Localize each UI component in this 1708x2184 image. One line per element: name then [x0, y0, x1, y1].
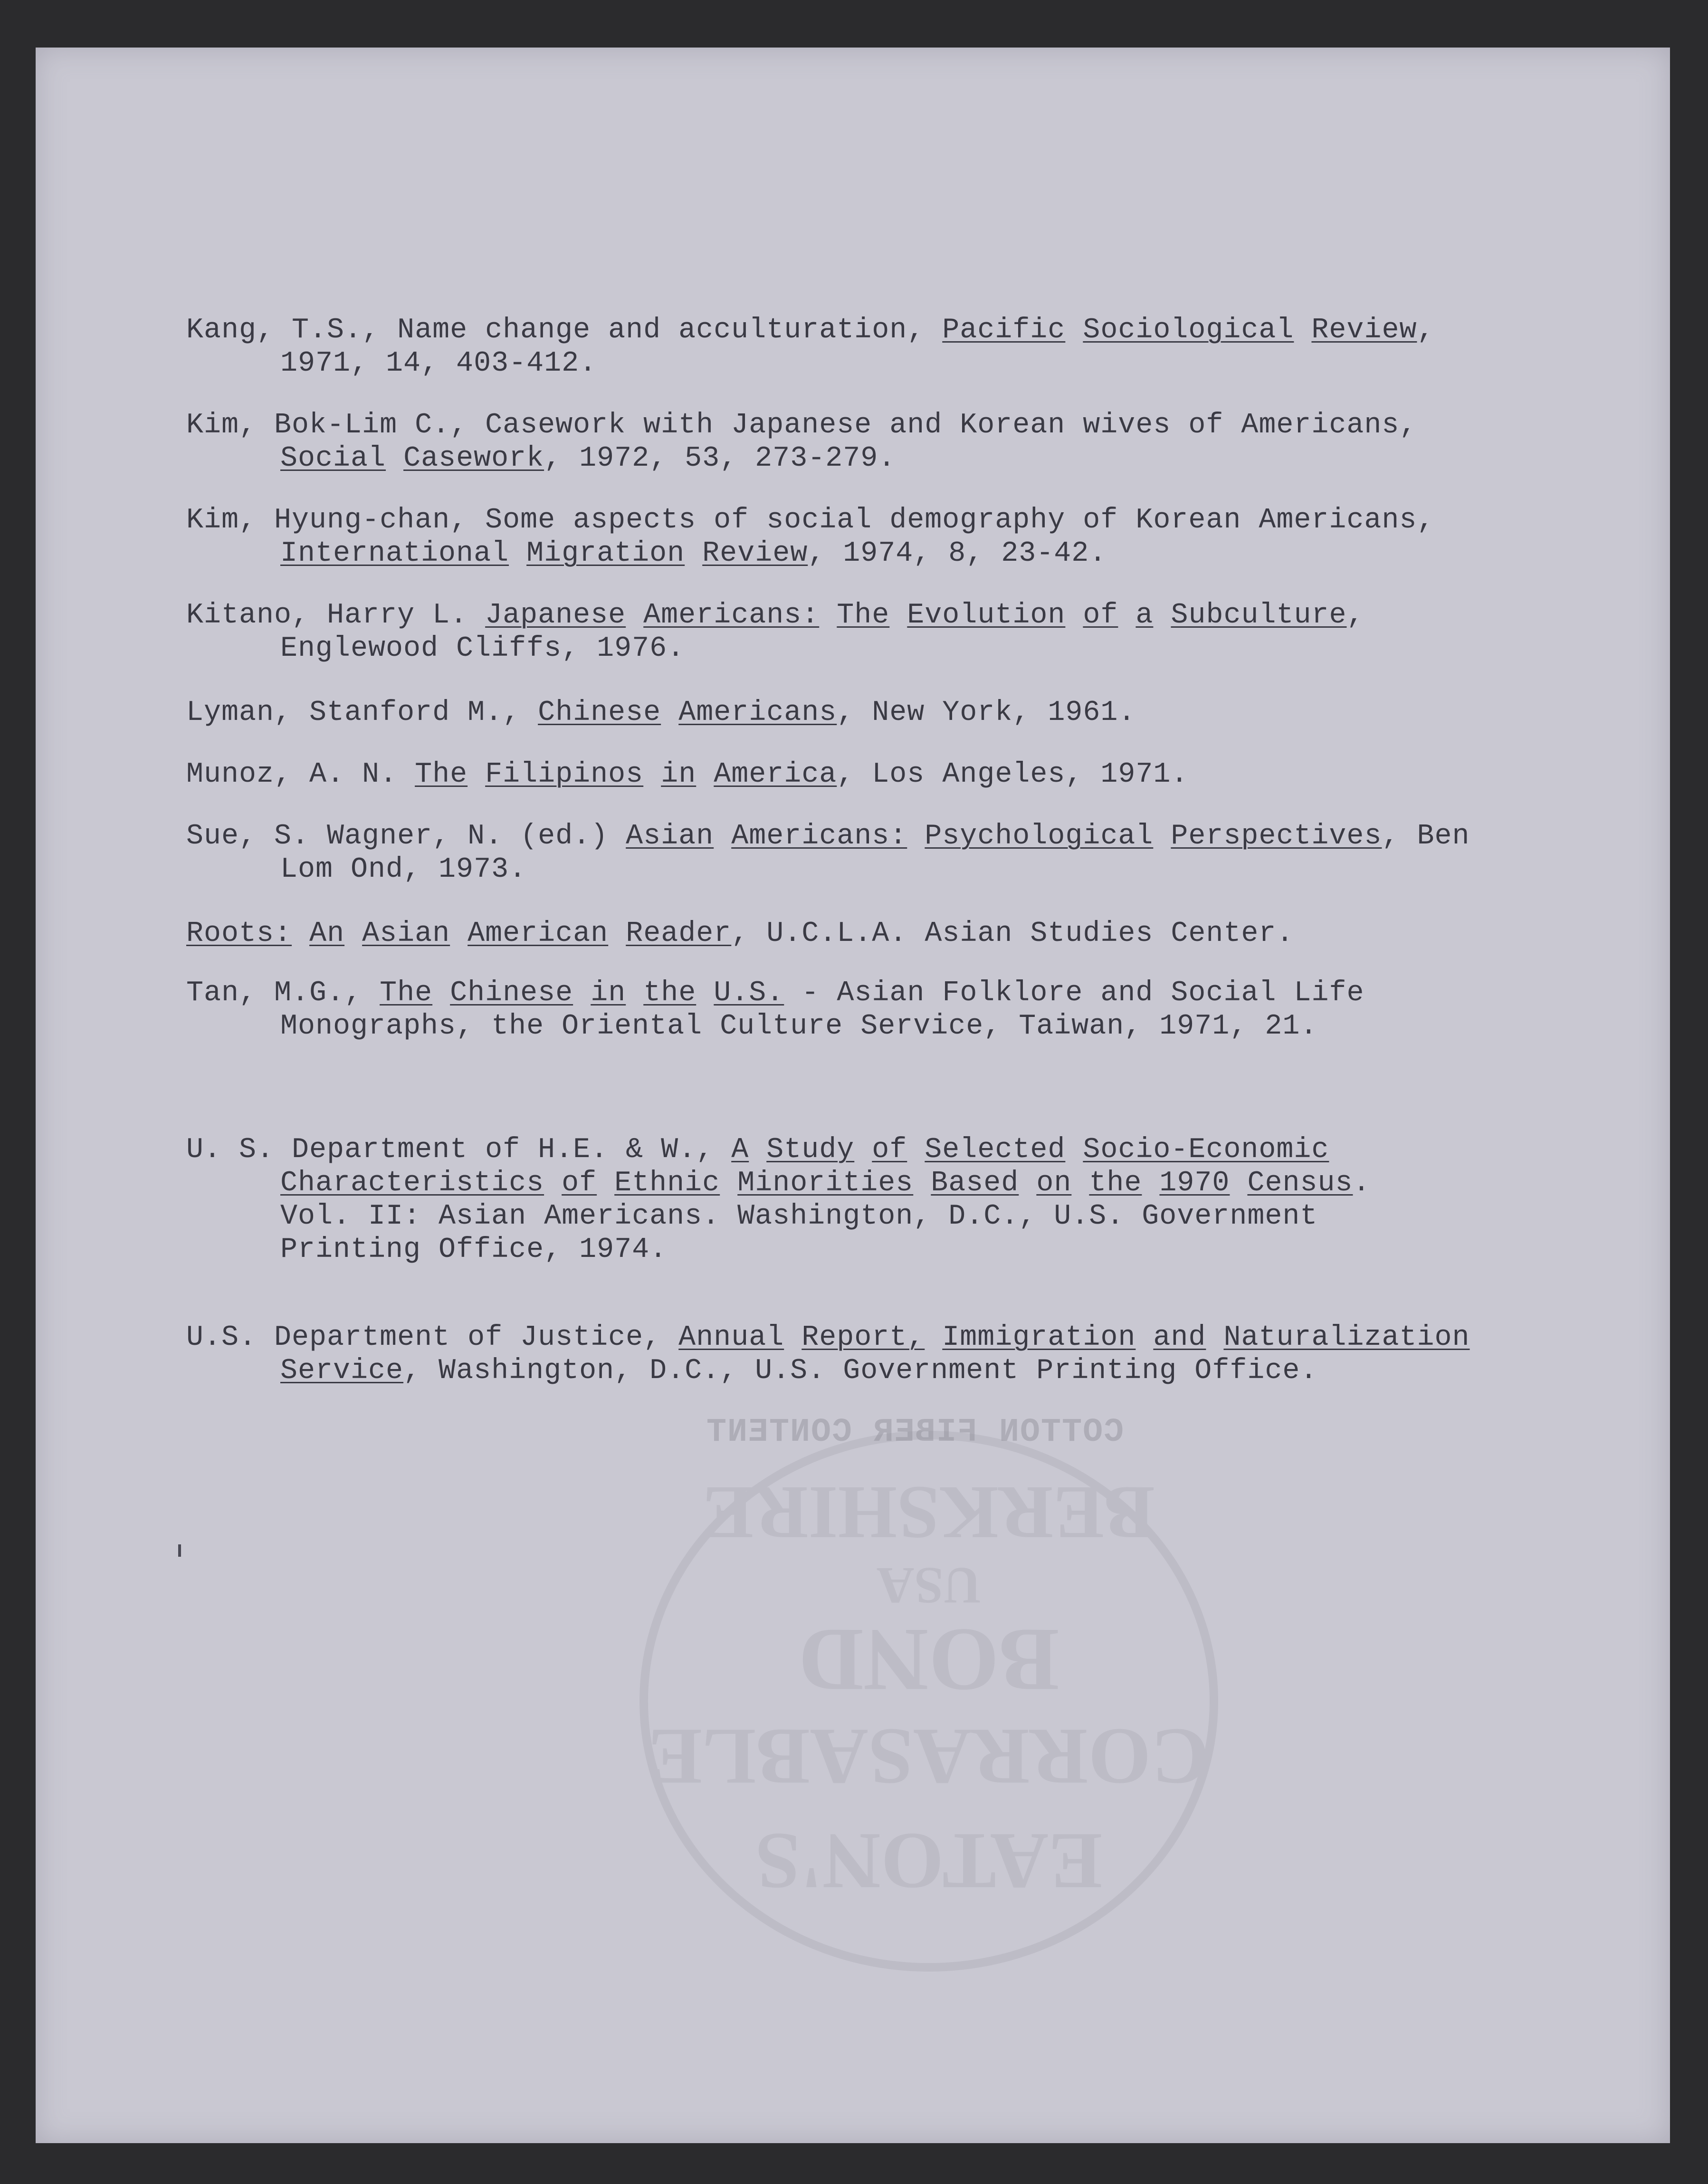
- underlined-title-word: Migration: [526, 537, 685, 570]
- reference-text: [714, 820, 731, 853]
- underlined-title-word: Roots:: [186, 918, 292, 950]
- reference-text: [1065, 1134, 1083, 1166]
- reference-us-dept-justice: [186, 1321, 1470, 1388]
- reference-text: [626, 599, 643, 632]
- reference-text: [1153, 599, 1171, 632]
- reference-text: Kim, Hyung-chan, Some aspects of social demography of Korean Americans,: [186, 504, 1435, 536]
- underlined-title-word: Casework: [403, 442, 544, 475]
- underlined-title-word: on: [1036, 1167, 1072, 1199]
- underlined-title-word: Census: [1247, 1167, 1353, 1199]
- reference-text: [292, 918, 309, 950]
- underlined-title-word: Immigration: [942, 1322, 1136, 1354]
- reference-text: Vol. II: Asian Americans. Washington, D.C., U.S. Government: [280, 1200, 1318, 1233]
- underlined-title-word: of: [1083, 599, 1118, 632]
- underlined-title-word: Japanese: [485, 599, 626, 632]
- reference-text: [1065, 599, 1083, 632]
- reference-line: [186, 1010, 1364, 1043]
- reference-text: Monographs, the Oriental Culture Service, Taiwan, 1971, 21.: [280, 1010, 1318, 1043]
- reference-text: Kang, T.S., Name change and acculturation,: [186, 314, 943, 346]
- reference-text: [696, 758, 714, 791]
- reference-text: [1118, 599, 1135, 632]
- reference-lyman: [186, 696, 1135, 729]
- reference-line: [186, 537, 1434, 570]
- underlined-title-word: America: [714, 758, 837, 791]
- reference-text: [509, 537, 526, 570]
- reference-text: [1153, 820, 1171, 853]
- bleed-through-text: COTTON FIBER CONTENT: [705, 1414, 1124, 1451]
- reference-text: , 1972, 53, 273-279.: [544, 442, 896, 475]
- reference-line: [186, 599, 1364, 632]
- reference-text: ,: [1417, 314, 1435, 346]
- reference-text: , 1974, 8, 23-42.: [808, 537, 1107, 570]
- underlined-title-word: The: [380, 977, 433, 1009]
- underlined-title-word: Americans:: [731, 820, 907, 853]
- reference-text: [1142, 1167, 1159, 1199]
- reference-text: [643, 758, 661, 791]
- reference-text: Sue, S. Wagner, N. (ed.): [186, 820, 626, 853]
- reference-text: , U.C.L.A. Asian Studies Center.: [731, 918, 1294, 950]
- underlined-title-word: and: [1153, 1322, 1206, 1354]
- reference-line: [186, 347, 1434, 380]
- reference-text: [889, 599, 907, 632]
- underlined-title-word: Reader: [626, 918, 732, 950]
- reference-line: [186, 504, 1434, 537]
- underlined-title-word: Minorities: [737, 1167, 914, 1199]
- reference-roots: [186, 917, 1294, 950]
- reference-text: Lom Ond, 1973.: [280, 853, 527, 886]
- underlined-title-word: Based: [931, 1167, 1019, 1199]
- underlined-title-word: Chinese: [450, 977, 573, 1009]
- reference-text: Tan, M.G.,: [186, 977, 380, 1009]
- svg-text:BERKSHIRE: BERKSHIRE: [703, 1471, 1155, 1555]
- reference-text: [1135, 1322, 1153, 1354]
- reference-text: [450, 918, 468, 950]
- underlined-title-word: Chinese: [538, 697, 661, 729]
- svg-text:BOND: BOND: [798, 1610, 1059, 1710]
- reference-kang: [186, 314, 1434, 380]
- underlined-title-word: The: [415, 758, 468, 791]
- reference-text: [907, 820, 925, 853]
- reference-text: Lyman, Stanford M.,: [186, 697, 538, 729]
- underlined-title-word: in: [591, 977, 626, 1009]
- reference-tan: [186, 977, 1364, 1043]
- reference-text: 1971, 14, 403-412.: [280, 347, 597, 380]
- underlined-title-word: A: [731, 1134, 749, 1166]
- underlined-title-word: Sociological: [1083, 314, 1294, 346]
- reference-text: Kim, Bok-Lim C., Casework with Japanese and Korean wives of Americans,: [186, 409, 1417, 441]
- reference-text: [685, 537, 702, 570]
- reference-text: .: [1353, 1167, 1371, 1199]
- reference-text: [925, 1322, 942, 1354]
- reference-text: [661, 697, 678, 729]
- underlined-title-word: Asian: [626, 820, 714, 853]
- reference-line: [186, 1321, 1470, 1354]
- underlined-title-word: Social: [280, 442, 386, 475]
- reference-text: [696, 977, 714, 1009]
- underlined-title-word: Review: [1311, 314, 1417, 346]
- reference-text: Munoz, A. N.: [186, 758, 415, 791]
- underlined-title-word: Socio-Economic: [1083, 1134, 1329, 1166]
- reference-line: [186, 917, 1294, 950]
- reference-text: [597, 1167, 614, 1199]
- reference-text: [913, 1167, 931, 1199]
- reference-text: Printing Office, 1974.: [280, 1234, 668, 1266]
- reference-text: [749, 1134, 766, 1166]
- underlined-title-word: Evolution: [907, 599, 1066, 632]
- reference-text: U.S. Department of Justice,: [186, 1322, 679, 1354]
- reference-text: , Washington, D.C., U.S. Government Printing Office.: [403, 1355, 1318, 1387]
- reference-line: [186, 1167, 1371, 1200]
- reference-text: , Los Angeles, 1971.: [837, 758, 1189, 791]
- reference-text: , New York, 1961.: [837, 697, 1136, 729]
- reference-text: [819, 599, 837, 632]
- paper-watermark-seal: [596, 1369, 1261, 2034]
- reference-text: [608, 918, 626, 950]
- reference-line: [186, 1354, 1470, 1388]
- reference-text: [432, 977, 450, 1009]
- reference-text: - Asian Folklore and Social Life: [784, 977, 1364, 1009]
- reference-text: [720, 1167, 737, 1199]
- underlined-title-word: of: [872, 1134, 907, 1166]
- underlined-title-word: Americans: [678, 697, 837, 729]
- reference-line: [186, 632, 1364, 665]
- underlined-title-word: Study: [766, 1134, 855, 1166]
- reference-text: [1071, 1167, 1089, 1199]
- reference-line: [186, 314, 1434, 347]
- underlined-title-word: the: [643, 977, 697, 1009]
- underlined-title-word: Ethnic: [614, 1167, 720, 1199]
- reference-text: [386, 442, 403, 475]
- underlined-title-word: a: [1135, 599, 1154, 632]
- reference-text: Englewood Cliffs, 1976.: [280, 632, 685, 665]
- reference-us-dept-hew: [186, 1133, 1371, 1266]
- underlined-title-word: Review: [702, 537, 808, 570]
- watermark-seal-graphic: [596, 1369, 1261, 2034]
- underlined-title-word: Psychological: [925, 820, 1154, 853]
- reference-text: , Ben: [1382, 820, 1470, 853]
- underlined-title-word: Annual: [678, 1322, 784, 1354]
- underlined-title-word: An: [309, 918, 345, 950]
- reference-kim-hyung-chan: [186, 504, 1434, 570]
- reference-text: [1019, 1167, 1036, 1199]
- underlined-title-word: International: [280, 537, 509, 570]
- reference-text: [784, 1322, 802, 1354]
- reference-text: [544, 1167, 562, 1199]
- reference-line: [186, 758, 1188, 791]
- reference-text: ,: [1346, 599, 1364, 632]
- reference-munoz: [186, 758, 1188, 791]
- reference-text: [468, 758, 485, 791]
- underlined-title-word: The: [837, 599, 890, 632]
- reference-kim-bok-lim: [186, 409, 1417, 475]
- reference-text: [1294, 314, 1311, 346]
- reference-line: [186, 1233, 1371, 1266]
- reference-text: [1065, 314, 1083, 346]
- underlined-title-word: U.S.: [714, 977, 784, 1009]
- reference-line: [186, 820, 1469, 853]
- underlined-title-word: in: [661, 758, 697, 791]
- reference-sue: [186, 820, 1469, 886]
- underlined-title-word: Characteristics: [280, 1167, 544, 1199]
- underlined-title-word: Service: [280, 1355, 404, 1387]
- svg-text:USA: USA: [876, 1557, 982, 1615]
- underlined-title-word: Asian: [362, 918, 450, 950]
- stray-ink-mark: [178, 1544, 181, 1557]
- reference-line: [186, 853, 1469, 886]
- reference-line: [186, 977, 1364, 1010]
- document-page: [36, 48, 1670, 2143]
- underlined-title-word: Filipinos: [485, 758, 644, 791]
- svg-text:EATON'S: EATON'S: [755, 1817, 1103, 1906]
- underlined-title-word: Americans:: [643, 599, 820, 632]
- reference-line: [186, 696, 1135, 729]
- reference-text: [626, 977, 643, 1009]
- underlined-title-word: Pacific: [942, 314, 1066, 346]
- underlined-title-word: American: [468, 918, 609, 950]
- reference-line: [186, 1200, 1371, 1233]
- reference-text: [344, 918, 362, 950]
- underlined-title-word: Perspectives: [1171, 820, 1382, 853]
- underlined-title-word: Naturalization: [1223, 1322, 1470, 1354]
- reference-text: U. S. Department of H.E. & W.,: [186, 1134, 732, 1166]
- reference-text: Kitano, Harry L.: [186, 599, 486, 632]
- reference-text: [573, 977, 591, 1009]
- reference-line: [186, 1133, 1371, 1167]
- reference-text: [1206, 1322, 1223, 1354]
- reference-kitano: [186, 599, 1364, 665]
- reference-text: [854, 1134, 872, 1166]
- underlined-title-word: of: [562, 1167, 597, 1199]
- reference-line: [186, 442, 1417, 475]
- reference-text: [907, 1134, 925, 1166]
- reference-text: [1230, 1167, 1247, 1199]
- reference-line: [186, 409, 1417, 442]
- underlined-title-word: the: [1089, 1167, 1142, 1199]
- underlined-title-word: 1970: [1159, 1167, 1230, 1199]
- underlined-title-word: Selected: [925, 1134, 1066, 1166]
- svg-text:CORRASABLE: CORRASABLE: [648, 1712, 1210, 1801]
- underlined-title-word: Subculture: [1171, 599, 1347, 632]
- underlined-title-word: Report,: [802, 1322, 925, 1354]
